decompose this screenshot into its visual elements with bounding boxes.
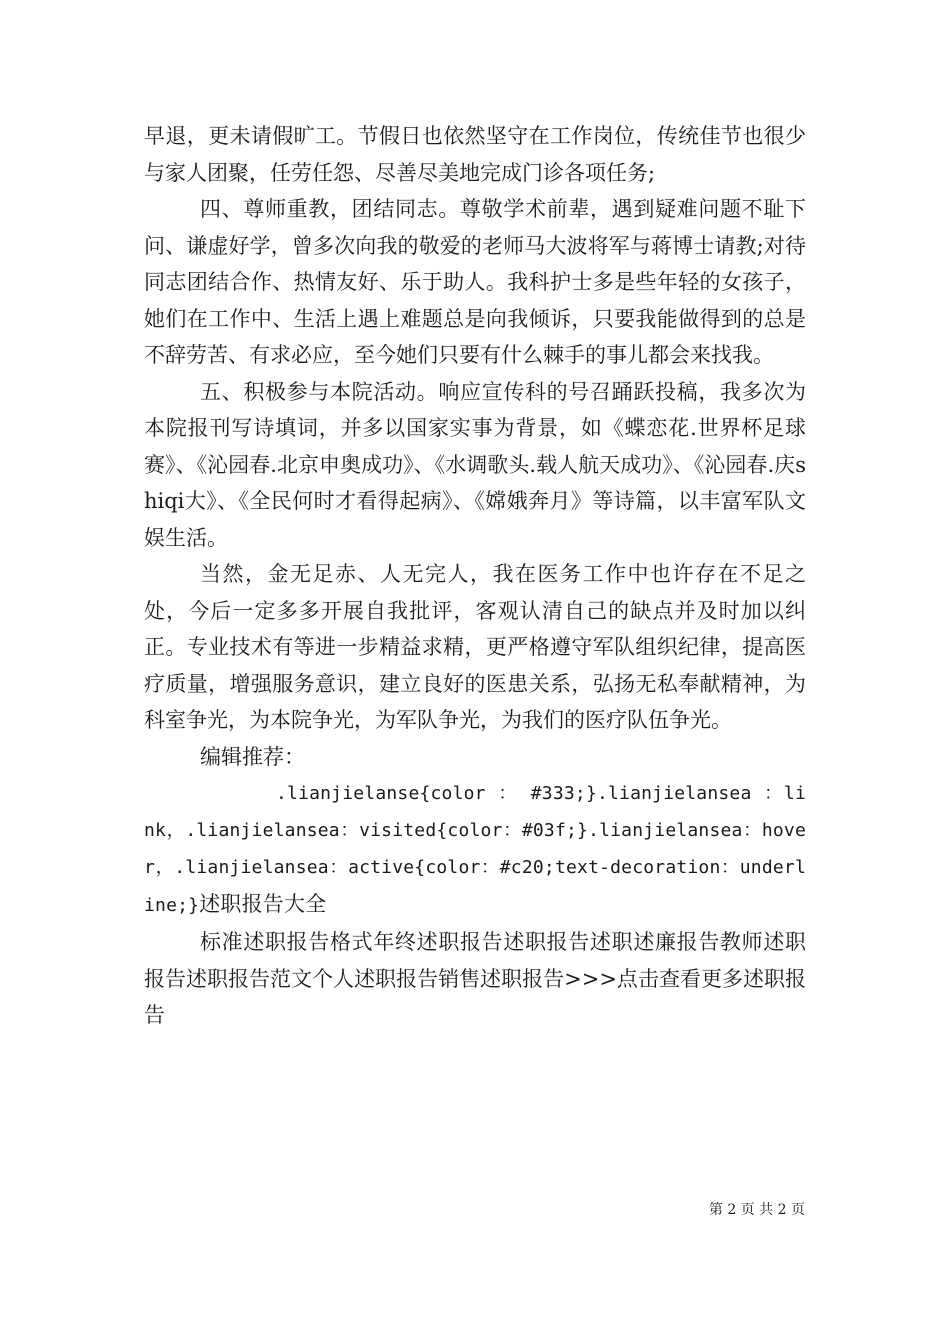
related-links-paragraph[interactable]: 标准述职报告格式年终述职报告述职报告述职述廉报告教师述职报告述职报告范文个人述职报告销售述职报告>>>点击查看更多述职报告 bbox=[144, 930, 806, 1027]
css-code-text: .lianjielanse{color ： #333;}.lianjielansea ：link，.lianjielansea：visited{color：#03f;}.lianjielansea：hover，.lianjielansea：active{color：#c20;text-decoration：underline;} bbox=[144, 783, 806, 916]
document-body bbox=[144, 118, 806, 1034]
paragraph-respect-teachers: 四、尊师重教，团结同志。尊敬学术前辈，遇到疑难问题不耻下问、谦虚好学，曾多次向我的敬爱的老师马大波将军与蒋博士请教;对待同志团结合作、热情友好、乐于助人。我科护士多是些年轻的女孩子，她们在工作中、生活上遇上难题总是向我倾诉，只要我能做得到的总是不辞劳苦、有求必应，至今她们只要有什么棘手的事儿都会来找我。 bbox=[144, 197, 806, 367]
css-suffix-link[interactable]: 述职报告大全 bbox=[199, 892, 327, 916]
paragraph-self-criticism: 当然，金无足赤、人无完人，我在医务工作中也许存在不足之处，今后一定多多开展自我批评，客观认清自己的缺点并及时加以纠正。专业技术有等进一步精益求精，更严格遵守军队组织纪律，提高医疗质量，增强服务意识，建立良好的医患关系，弘扬无私奉献精神，为科室争光，为本院争光，为军队争光，为我们的医疗队伍争光。 bbox=[144, 562, 806, 732]
paragraph-hospital-activities: 五、积极参与本院活动。响应宣传科的号召踊跃投稿，我多次为本院报刊写诗填词，并多以国家实事为背景，如《蝶恋花.世界杯足球赛》、《沁园春.北京申奥成功》、《水调歌头.载人航天成功》、《沁园春.庆shiqi大》、《全民何时才看得起病》、《嫦娥奔月》等诗篇，以丰富军队文娱生活。 bbox=[144, 379, 806, 550]
page-footer: 第 2 页 共 2 页 bbox=[708, 1202, 805, 1218]
css-text-block bbox=[144, 775, 806, 924]
editor-recommend-label: 编辑推荐： bbox=[200, 744, 305, 769]
paragraph-continuation: 早退，更未请假旷工。节假日也依然坚守在工作岗位，传统佳节也很少与家人团聚，任劳任怨、尽善尽美地完成门诊各项任务; bbox=[144, 124, 806, 185]
